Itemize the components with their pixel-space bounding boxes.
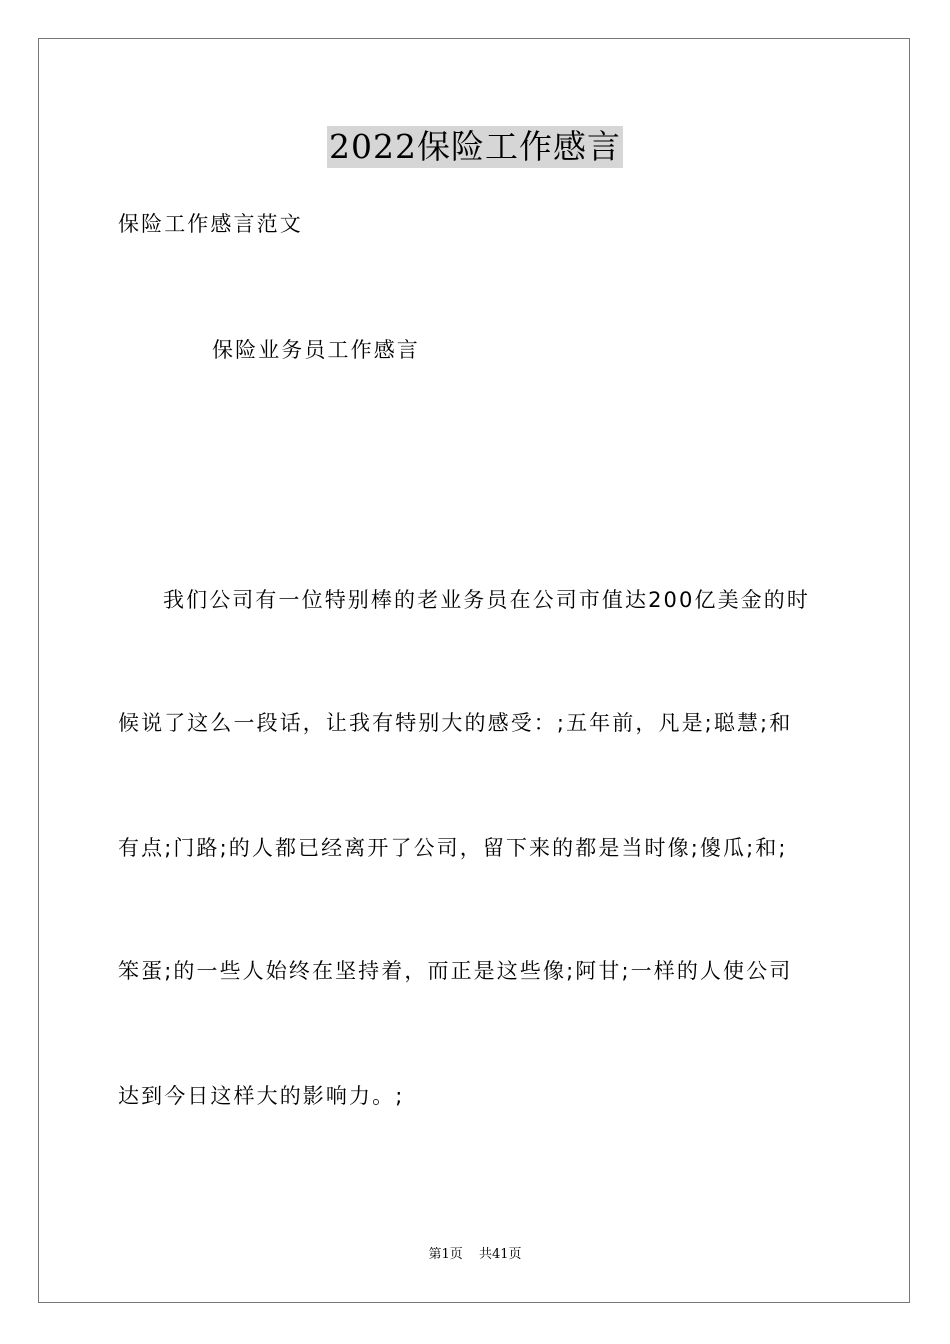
page-number: 第1页 <box>428 1247 463 1262</box>
paragraph-line-1: 我们公司有一位特别棒的老业务员在公司市值达200亿美金的时 <box>163 588 810 612</box>
title-container <box>0 126 950 168</box>
document-title: 2022保险工作感言 <box>329 127 621 166</box>
paragraph-line-4: 笨蛋;的一些人始终在坚持着，而正是这些像;阿甘;一样的人使公司 <box>118 959 793 983</box>
paragraph-line-2: 候说了这么一段话，让我有特别大的感受：;五年前，凡是;聪慧;和 <box>118 711 793 735</box>
page-total: 共41页 <box>478 1247 522 1262</box>
paragraph-line-5: 达到今日这样大的影响力。; <box>118 1084 405 1108</box>
paragraph-line-3: 有点;门路;的人都已经离开了公司，留下来的都是当时像;傻瓜;和; <box>118 836 788 860</box>
page-footer <box>0 1246 950 1264</box>
section-heading: 保险业务员工作感言 <box>212 338 420 362</box>
document-subtitle: 保险工作感言范文 <box>118 212 303 236</box>
